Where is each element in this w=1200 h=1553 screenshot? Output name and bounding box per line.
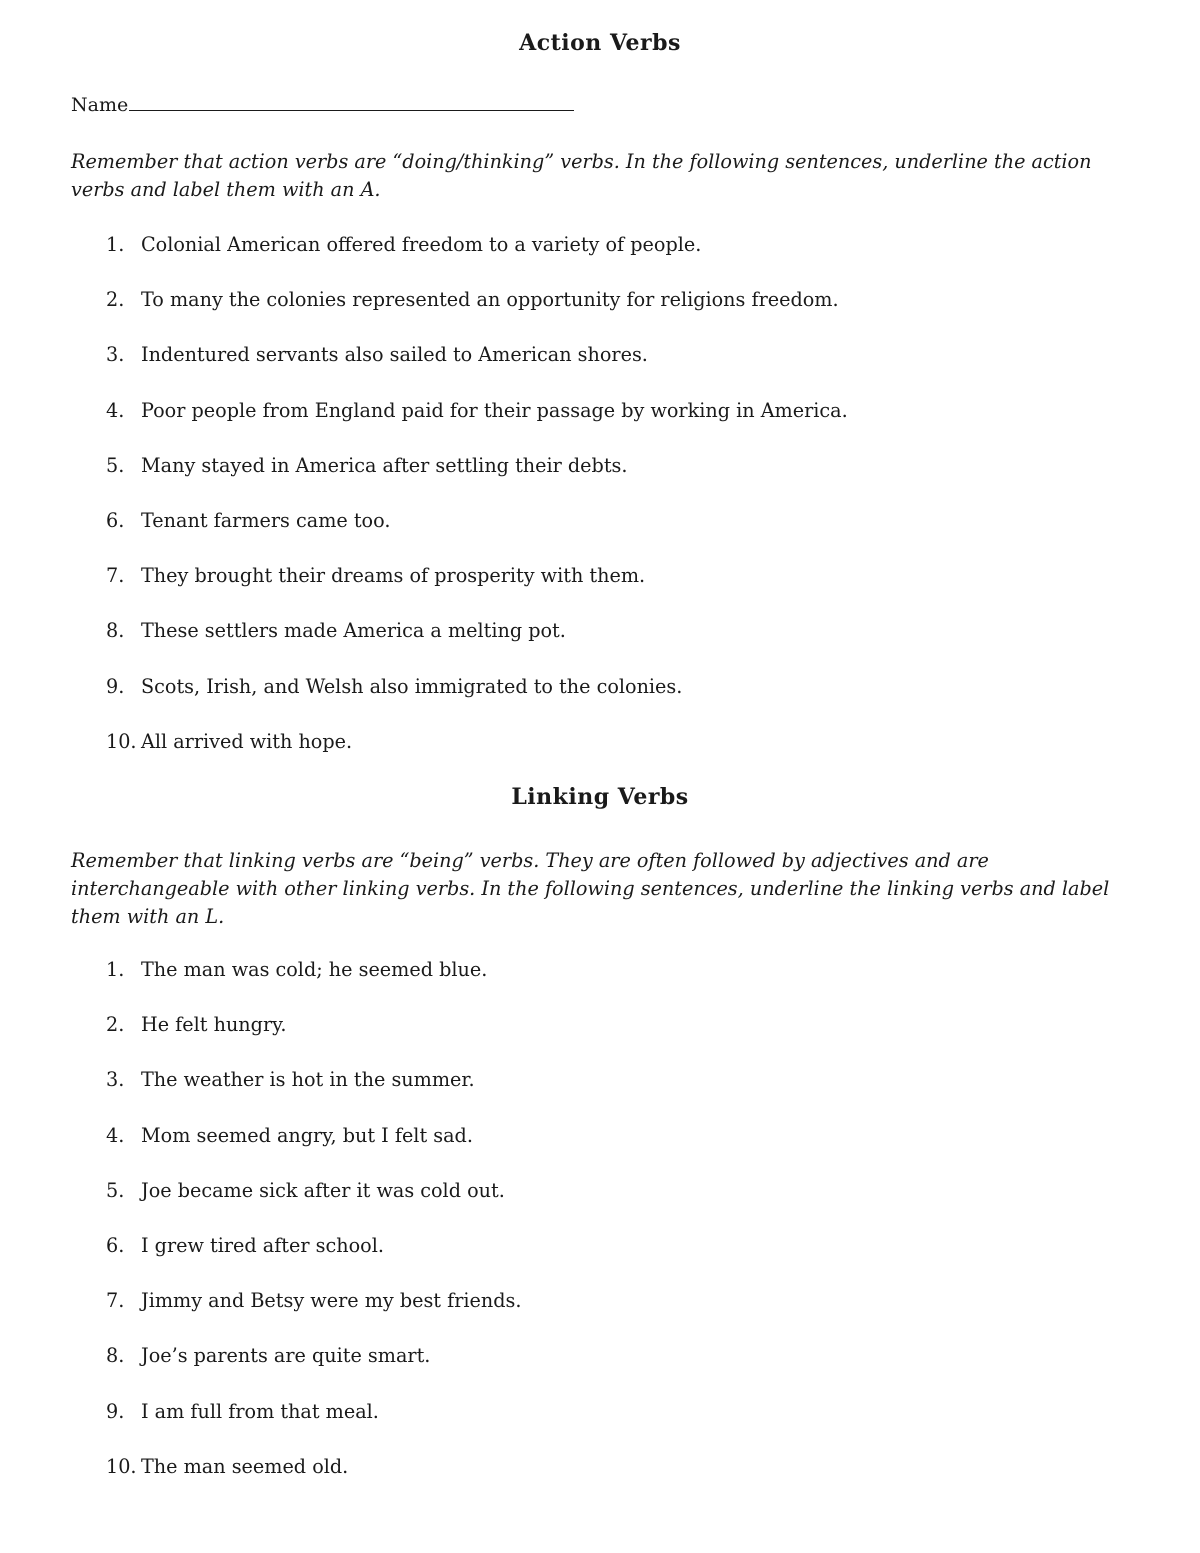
item-number: 10. xyxy=(106,729,137,753)
item-sentence: Tenant farmers came too. xyxy=(141,508,391,532)
item-sentence: Indentured servants also sailed to American shores. xyxy=(141,343,648,367)
action-verbs-list xyxy=(0,232,1200,784)
item-number: 9. xyxy=(106,674,125,698)
list-item xyxy=(0,508,1200,563)
item-sentence: The man was cold; he seemed blue. xyxy=(141,958,488,981)
list-item xyxy=(0,618,1200,673)
item-number: 6. xyxy=(106,508,125,532)
item-sentence: These settlers made America a melting pot. xyxy=(141,619,566,643)
list-item xyxy=(0,729,1200,784)
list-item xyxy=(0,674,1200,729)
item-sentence: Scots, Irish, and Welsh also immigrated to the colonies. xyxy=(141,674,683,698)
item-number: 3. xyxy=(106,343,125,367)
action-verbs-instructions: Remember that action verbs are “doing/thinking” verbs. In the following sentences, underline the action verbs and label them with an A. xyxy=(71,150,1092,201)
name-blank-line xyxy=(129,92,574,111)
item-number: 2. xyxy=(106,288,125,312)
item-sentence: Mom seemed angry, but I felt sad. xyxy=(141,1123,473,1147)
item-number: 1. xyxy=(106,958,125,981)
item-number: 4. xyxy=(106,398,125,422)
item-sentence: I grew tired after school. xyxy=(141,1233,384,1257)
item-sentence: The man seemed old. xyxy=(141,1454,349,1478)
item-sentence: All arrived with hope. xyxy=(141,729,353,753)
item-number: 3. xyxy=(106,1068,125,1092)
item-sentence: I am full from that meal. xyxy=(141,1399,379,1423)
item-number: 5. xyxy=(106,1178,125,1202)
list-item xyxy=(0,1012,1200,1067)
list-item xyxy=(0,1288,1200,1343)
item-sentence: The weather is hot in the summer. xyxy=(141,1068,475,1092)
list-item xyxy=(0,1399,1200,1454)
item-sentence: To many the colonies represented an opportunity for religions freedom. xyxy=(141,288,839,312)
item-number: 8. xyxy=(106,619,125,643)
item-sentence: They brought their dreams of prosperity with them. xyxy=(141,564,646,588)
list-item xyxy=(0,342,1200,397)
name-label: Name xyxy=(71,94,129,116)
linking-verbs-instructions: Remember that linking verbs are “being” verbs. They are often followed by adjectives and are interchangeable with other linking verbs. In the following sentences, underline the linking verbs and label them with an L. xyxy=(71,849,1110,928)
item-sentence: Poor people from England paid for their passage by working in America. xyxy=(141,398,848,422)
list-item xyxy=(0,1123,1200,1178)
list-item xyxy=(0,1178,1200,1233)
item-number: 8. xyxy=(106,1344,125,1368)
list-item xyxy=(0,232,1200,287)
section-title-action-verbs: Action Verbs xyxy=(519,30,681,56)
item-sentence: Joe became sick after it was cold out. xyxy=(141,1178,505,1202)
item-sentence: Joe’s parents are quite smart. xyxy=(141,1344,431,1368)
list-item xyxy=(0,957,1200,1012)
item-sentence: He felt hungry. xyxy=(141,1013,287,1037)
linking-verbs-list xyxy=(0,957,1200,1509)
item-number: 5. xyxy=(106,453,125,477)
item-number: 10. xyxy=(106,1454,137,1478)
list-item xyxy=(0,1454,1200,1509)
item-number: 4. xyxy=(106,1123,125,1147)
item-sentence: Colonial American offered freedom to a variety of people. xyxy=(141,233,702,256)
list-item xyxy=(0,1343,1200,1398)
list-item xyxy=(0,287,1200,342)
list-item xyxy=(0,1233,1200,1288)
list-item xyxy=(0,453,1200,508)
item-number: 7. xyxy=(106,564,125,588)
list-item xyxy=(0,1067,1200,1122)
item-number: 7. xyxy=(106,1289,125,1313)
list-item xyxy=(0,398,1200,453)
item-sentence: Many stayed in America after settling their debts. xyxy=(141,453,628,477)
item-sentence: Jimmy and Betsy were my best friends. xyxy=(141,1289,522,1313)
item-number: 1. xyxy=(106,233,125,256)
item-number: 6. xyxy=(106,1233,125,1257)
item-number: 2. xyxy=(106,1013,125,1037)
list-item xyxy=(0,563,1200,618)
item-number: 9. xyxy=(106,1399,125,1423)
section-title-linking-verbs: Linking Verbs xyxy=(511,784,689,810)
name-field xyxy=(71,92,574,116)
